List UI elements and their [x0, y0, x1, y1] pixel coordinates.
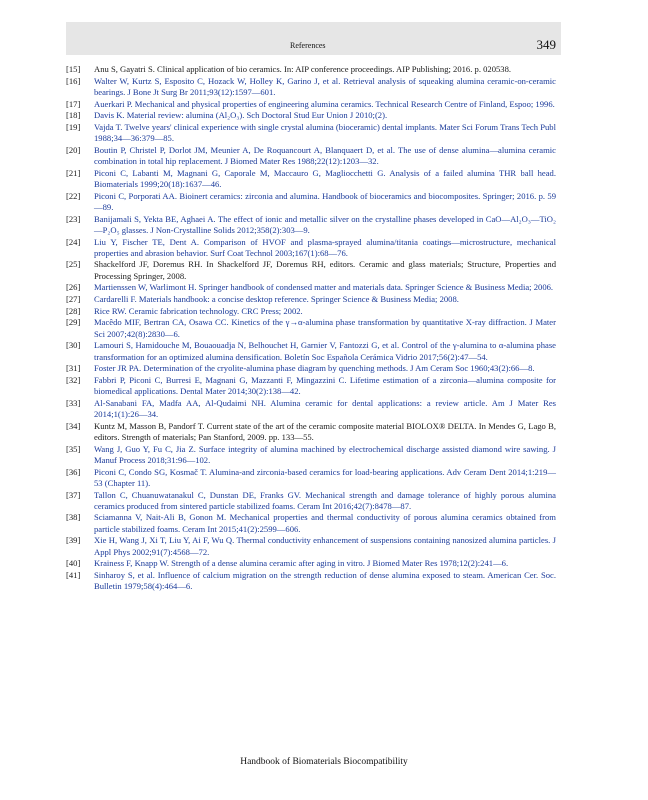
reference-number: [40]: [66, 558, 81, 569]
book-title-footer: Handbook of Biomaterials Biocompatibility: [240, 757, 408, 767]
reference-item[interactable]: [66, 363, 556, 374]
reference-item[interactable]: [66, 99, 556, 110]
reference-text[interactable]: Piconi C, Labanti M, Magnani G, Caporale M, Maccauro G, Magliocchetti G. Analysis of a failed alumina THR ball head. Biomaterials 1999;20(18):1637—46.: [94, 167, 556, 190]
reference-item[interactable]: [66, 110, 556, 121]
reference-number: [36]: [66, 466, 81, 477]
reference-item[interactable]: [66, 375, 556, 397]
reference-item[interactable]: [66, 398, 556, 420]
reference-item[interactable]: [66, 558, 556, 569]
reference-number: [37]: [66, 489, 81, 500]
reference-text[interactable]: Al-Sanabani FA, Madfa AA, Al-Qudaimi NH. Alumina ceramic for dental applications: a review article. Am J Mater Res 2014;1(1):26—34.: [94, 397, 556, 420]
reference-text[interactable]: Davis K. Material review: alumina (Al₂O₃). Sch Doctoral Stud Eur Union J 2010;(2).: [94, 110, 388, 121]
reference-text[interactable]: Sciamanna V, Nait-Ali B, Gonon M. Mechanical properties and thermal conductivity of porous alumina ceramics obtained from particle stabilized foams. Ceram Int 2015;41(2):2599—606.: [94, 512, 556, 534]
reference-text[interactable]: Macêdo MIF, Bertran CA, Osawa CC. Kinetics of the γ→α-alumina phase transformation by quantitative X-ray diffraction. J Mater Sci 2007;42(8):2830—6.: [94, 317, 556, 339]
reference-text[interactable]: Piconi C, Condo SG, Kosmač T. Alumina-and zirconia-based ceramics for load-bearing applications. Adv Ceram Dent 2014;1:219—53 (Chapter 11).: [94, 466, 556, 488]
reference-number: [33]: [66, 397, 81, 408]
reference-text[interactable]: Piconi C, Porporati AA. Bioinert ceramics: zirconia and alumina. Handbook of bioceramics and biocomposites. Springer; 2016. p. 59—89.: [94, 190, 556, 212]
reference-number: [34]: [66, 420, 81, 431]
reference-number: [20]: [66, 144, 81, 155]
reference-number: [31]: [66, 363, 81, 374]
reference-number: [17]: [66, 98, 81, 109]
reference-item[interactable]: [66, 122, 556, 144]
reference-number: [24]: [66, 236, 81, 247]
reference-item[interactable]: [66, 282, 556, 293]
reference-text[interactable]: Sinharoy S, et al. Influence of calcium migration on the strength reduction of dense alumina exposed to steam. American Cer. Soc. Bulletin 1979;58(4):464—6.: [94, 569, 556, 592]
reference-text[interactable]: Wang J, Guo Y, Fu C, Jia Z. Surface integrity of alumina machined by electrochemical discharge assisted diamond wire sawing. J Manuf Process 2018;31:96—102.: [94, 443, 556, 465]
reference-text[interactable]: Rice RW. Ceramic fabrication technology. CRC Press; 2002.: [94, 305, 303, 316]
reference-text: Anu S, Gayatri S. Clinical application of bio ceramics. In: AIP conference proceedings. AIP Publishing; 2016. p. 020538.: [94, 64, 512, 74]
reference-item[interactable]: [66, 317, 556, 339]
reference-number: [19]: [66, 122, 81, 133]
reference-text[interactable]: Xie H, Wang J, Xi T, Liu Y, Ai F, Wu Q. Thermal conductivity enhancement of suspensions containing nanosized alumina particles. J Appl Phys 2002;91(7):4568—72.: [94, 535, 556, 557]
reference-text[interactable]: Tallon C, Chuanuwatanakul C, Dunstan DE, Franks GV. Mechanical strength and damage tolerance of highly porous alumina ceramics produced from sintered particle stabilized foams. Ceram Int 2016;42(7):8478—87.: [94, 489, 556, 511]
reference-text[interactable]: Liu Y, Fischer TE, Dent A. Comparison of HVOF and plasma-sprayed alumina/titania coatings—microstructure, mechanical properties and abrasion behavior. Surf Coat Technol 2003;167(1):68—76.: [94, 236, 556, 258]
reference-text[interactable]: Fabbri P, Piconi C, Burresi E, Magnani G, Mazzanti F, Mingazzini C. Lifetime estimation of a zirconia—alumina composite for biomedical applications. Dental Mater 2014;30(2):138—42.: [94, 374, 556, 397]
reference-number: [21]: [66, 167, 81, 178]
reference-text: Kuntz M, Masson B, Pandorf T. Current state of the art of the ceramic composite material BIOLOX® DELTA. In Mendes G, Lago B, editors. Strength of materials; Pan Stanford, 2009. pp. 133—55.: [94, 420, 556, 442]
reference-list: [66, 64, 556, 593]
reference-text[interactable]: Krainess F, Knapp W. Strength of a dense alumina ceramic after aging in vitro. J Biomed Mater Res 1978;12(2):241—6.: [94, 558, 509, 569]
reference-item[interactable]: [66, 570, 556, 592]
reference-item[interactable]: [66, 467, 556, 489]
reference-text[interactable]: Auerkari P. Mechanical and physical properties of engineering alumina ceramics. Technical Research Centre of Finland, Espoo; 1996.: [94, 98, 555, 109]
reference-item[interactable]: [66, 306, 556, 317]
reference-text: Shackelford JF, Doremus RH. In Shackelford JF, Doremus RH, editors. Ceramic and glass materials; Structure, Properties and Processing Springer, 2008.: [94, 259, 556, 281]
reference-item[interactable]: [66, 490, 556, 512]
reference-number: [15]: [66, 64, 81, 74]
reference-number: [38]: [66, 512, 81, 523]
running-header-bar: [66, 22, 561, 55]
reference-text[interactable]: Martienssen W, Warlimont H. Springer handbook of condensed matter and materials data. Springer Science & Business Media; 2006.: [94, 282, 554, 293]
reference-item: [66, 421, 556, 443]
reference-item[interactable]: [66, 168, 556, 190]
reference-number: [28]: [66, 305, 81, 316]
reference-text[interactable]: Walter W, Kurtz S, Esposito C, Hozack W, Holley K, Garino J, et al. Retrieval analysis of squeaking alumina ceramic-on-ceramic bearings. J Bone Jt Surg Br 2011;93(12):1597—601.: [94, 75, 556, 97]
reference-item: [66, 259, 556, 281]
reference-number: [27]: [66, 294, 81, 305]
reference-number: [39]: [66, 535, 81, 546]
reference-item[interactable]: [66, 191, 556, 213]
reference-text[interactable]: Cardarelli F. Materials handbook: a concise desktop reference. Springer Science & Business Media; 2008.: [94, 294, 459, 305]
reference-number: [30]: [66, 340, 81, 351]
reference-number: [16]: [66, 75, 81, 86]
reference-item[interactable]: [66, 512, 556, 534]
reference-number: [22]: [66, 190, 81, 201]
reference-item[interactable]: [66, 294, 556, 305]
reference-item[interactable]: [66, 145, 556, 167]
running-header-title: References: [290, 41, 326, 50]
reference-number: [35]: [66, 443, 81, 454]
reference-number: [23]: [66, 213, 81, 224]
reference-number: [18]: [66, 110, 81, 121]
reference-text[interactable]: Vajda T. Twelve years' clinical experience with single crystal alumina (bioceramic) dental implants. Mater Sci Forum Trans Tech Publ 1988;34—36:379—85.: [94, 122, 556, 144]
reference-item[interactable]: [66, 76, 556, 98]
reference-item[interactable]: [66, 237, 556, 259]
reference-number: [25]: [66, 259, 81, 270]
reference-number: [32]: [66, 374, 81, 385]
page-number: 349: [536, 37, 556, 52]
reference-text[interactable]: Boutin P, Christel P, Dorlot JM, Meunier A, De Roquancourt A, Blanquaert D, et al. The use of dense alumina—alumina ceramic combination in total hip replacement. J Biomed Mater Res 1988;22(12):1203—32.: [94, 144, 556, 167]
reference-item[interactable]: [66, 535, 556, 557]
reference-item[interactable]: [66, 340, 556, 362]
reference-number: [26]: [66, 282, 81, 293]
reference-number: [41]: [66, 569, 81, 580]
reference-number: [29]: [66, 317, 81, 328]
reference-text[interactable]: Foster JR PA. Determination of the cryolite-alumina phase diagram by quenching methods. J Am Ceram Soc 1960;43(2):66—8.: [94, 363, 535, 374]
reference-text[interactable]: Lamouri S, Hamidouche M, Bouaouadja N, Belhouchet H, Garnier V, Fantozzi G, et al. Control of the γ-alumina to α-alumina phase transformation for an optimized alumina densification. Boletín Soc Española Cerámica Vidrio 2017;56(2):47—54.: [94, 340, 556, 362]
reference-item[interactable]: [66, 444, 556, 466]
reference-item[interactable]: [66, 214, 556, 236]
reference-text[interactable]: Banijamali S, Yekta BE, Aghaei A. The effect of ionic and metallic silver on the crystalline phases developed in CaO—Al₂O₃—TiO₂—P₂O₅ glasses. J Non-Crystalline Solids 2012;358(2):303—9.: [94, 213, 556, 235]
reference-item: [66, 64, 556, 75]
